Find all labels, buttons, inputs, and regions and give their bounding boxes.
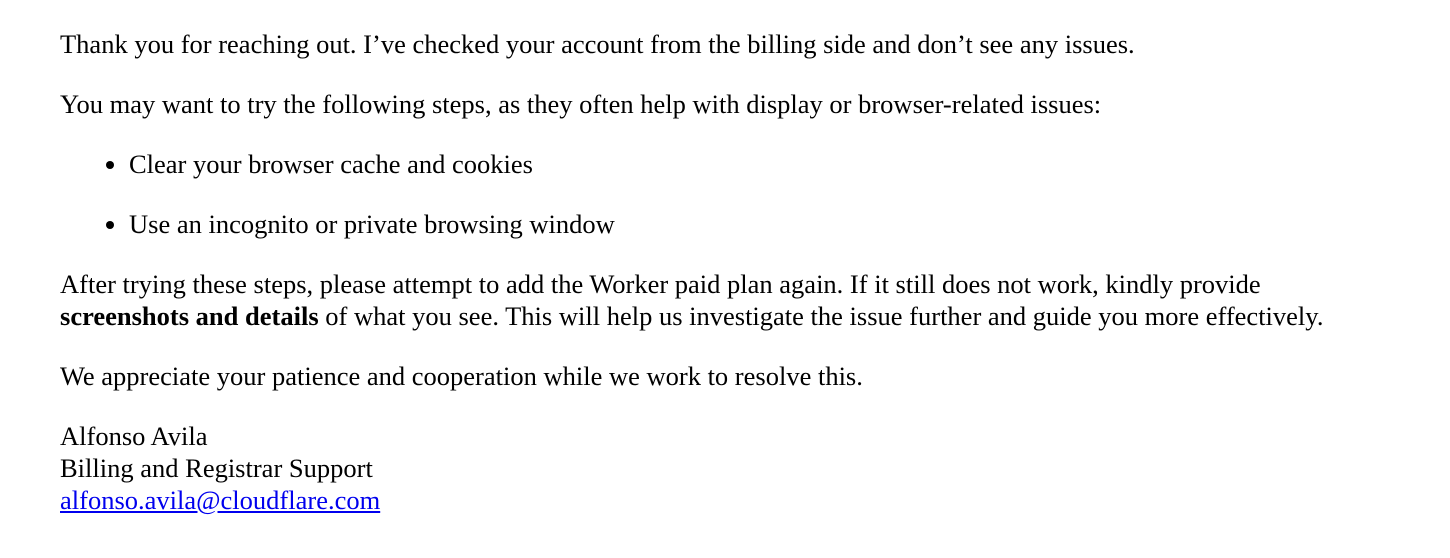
followup-paragraph [60, 268, 1360, 332]
followup-text-after: of what you see. This will help us investigate the issue further and guide you more effectively. [318, 301, 1324, 331]
greeting-paragraph: Thank you for reaching out. I’ve checked your account from the billing side and don’t see any issues. [60, 29, 1135, 59]
list-item: • Use an incognito or private browsing window [129, 208, 1360, 240]
list-item: • Clear your browser cache and cookies [129, 148, 1360, 180]
steps-intro-paragraph: You may want to try the following steps, as they often help with display or browser-related issues: [60, 89, 1102, 119]
email-link[interactable]: alfonso.avila@cloudflare.com [60, 485, 381, 515]
followup-bold-text: screenshots and details [60, 301, 319, 331]
steps-list [60, 148, 1360, 240]
closing-paragraph: We appreciate your patience and cooperation while we work to resolve this. [60, 361, 863, 391]
signature-email-row [60, 484, 1360, 516]
signature [60, 420, 1360, 516]
signature-name: Alfonso Avila [60, 421, 208, 451]
followup-text-before: After trying these steps, please attempt to add the Worker paid plan again. If it still does not work, kindly provide [60, 269, 1261, 299]
signature-role: Billing and Registrar Support [60, 453, 373, 483]
